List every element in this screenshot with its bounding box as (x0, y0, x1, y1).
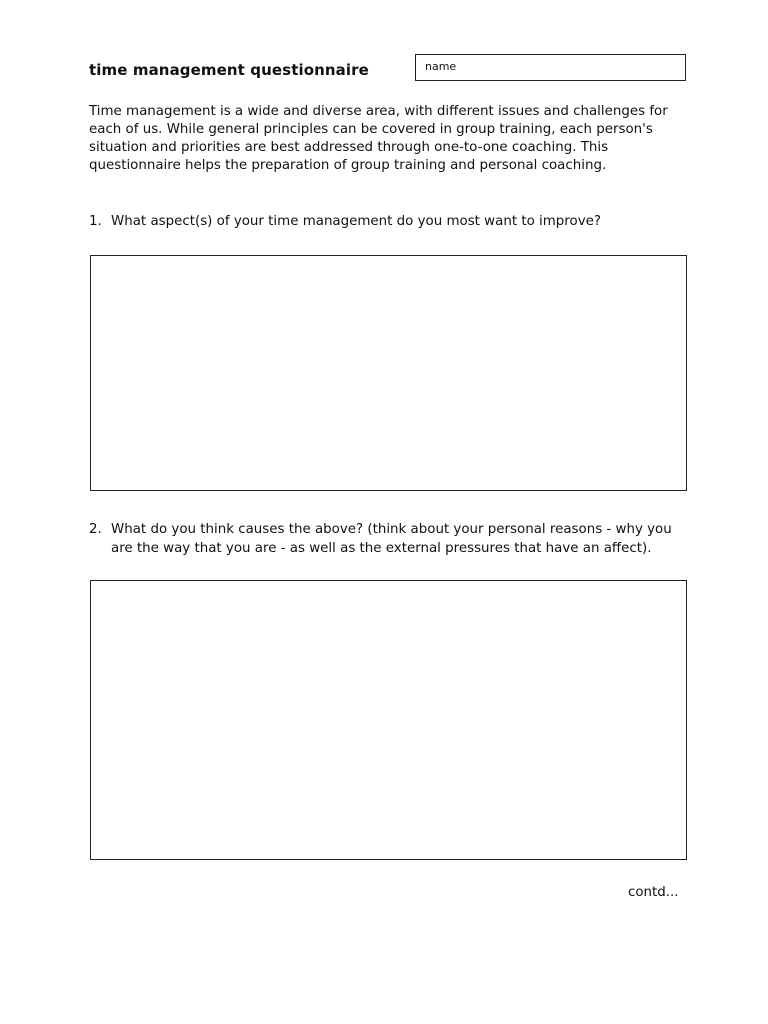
question-2-number: 2. (89, 522, 102, 537)
question-2 (89, 520, 689, 558)
question-2-text: What do you think causes the above? (think about your personal reasons - why you are the way that you are - as well as the external pressures that have an affect). (111, 522, 672, 556)
question-1-number: 1. (89, 214, 102, 229)
intro-paragraph: Time management is a wide and diverse area, with different issues and challenges for each of us. While general principles can be covered in group training, each person's situation and priorities are best addressed through one-to-one coaching. This questionnaire helps the preparation of group training and personal coaching. (89, 104, 668, 173)
question-1 (89, 212, 689, 231)
answer-1-box[interactable] (90, 255, 687, 491)
answer-2-box[interactable] (90, 580, 687, 860)
question-1-text: What aspect(s) of your time management do you most want to improve? (111, 214, 601, 229)
name-field[interactable] (415, 54, 686, 81)
continued-note: contd... (628, 885, 679, 900)
page-title: time management questionnaire (89, 61, 369, 79)
name-field-label: name (425, 60, 457, 73)
